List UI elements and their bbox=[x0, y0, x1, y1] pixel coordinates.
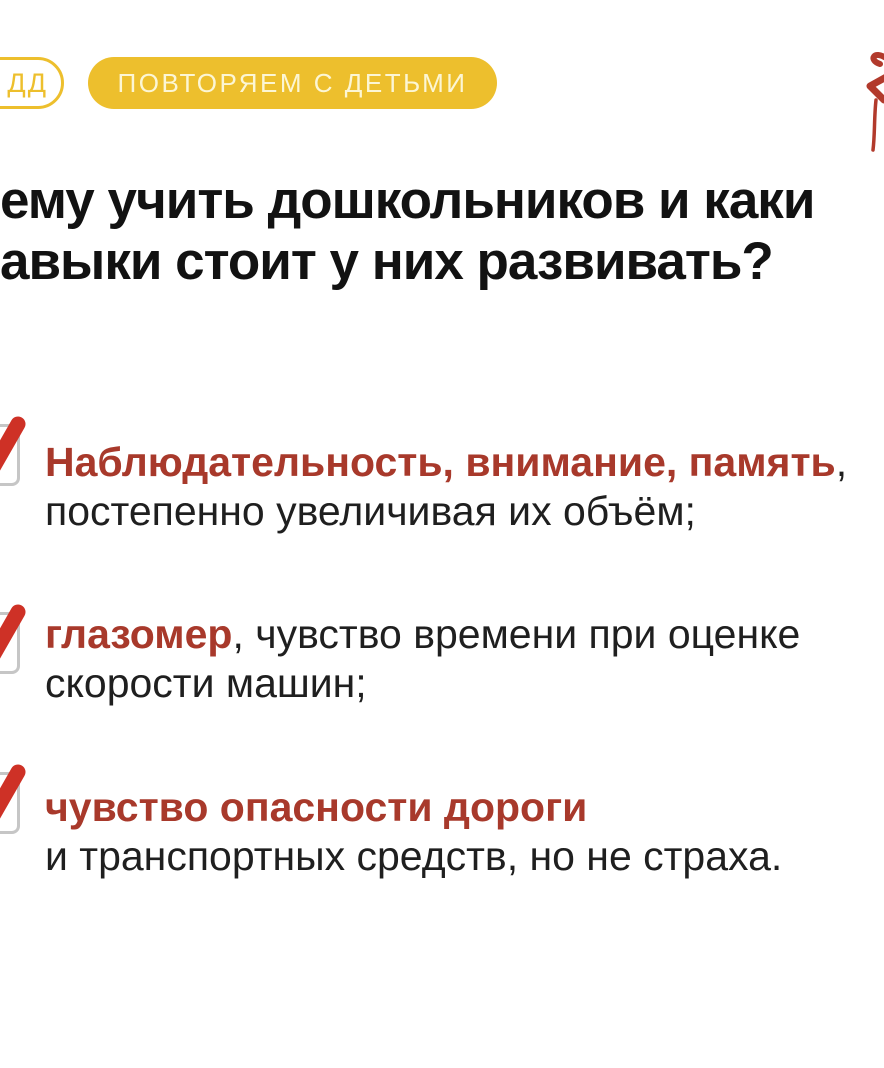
list-item-after-highlight: , чувство времени при оценке bbox=[232, 611, 801, 657]
page-title-line2: авыки стоит у них развивать? bbox=[0, 232, 773, 291]
list-item-highlight: чувство опасности дороги bbox=[45, 784, 588, 830]
badge-pdd-label: ДД bbox=[7, 67, 48, 98]
list-item-highlight: глазомер bbox=[45, 611, 233, 657]
page-title bbox=[0, 170, 884, 292]
list-item bbox=[45, 610, 875, 708]
list-item-line2: и транспортных средств, но не страха. bbox=[45, 833, 783, 879]
list-item-line2: скорости машин; bbox=[45, 660, 367, 706]
list-item-highlight: Наблюдательность, внимание, память bbox=[45, 439, 836, 485]
list-item-line2: постепенно увеличивая их объём; bbox=[45, 488, 696, 534]
badge-repeat-with-children bbox=[88, 57, 497, 109]
page-title-line1: ему учить дошкольников и каки bbox=[0, 171, 815, 230]
list-item-line1 bbox=[45, 438, 875, 487]
list-item-after-highlight: , bbox=[835, 439, 848, 485]
list-item bbox=[45, 438, 875, 536]
list-item-line1 bbox=[45, 783, 875, 832]
list-item bbox=[45, 783, 875, 881]
badge-pdd-partial bbox=[0, 57, 64, 109]
red-check-icon bbox=[0, 600, 28, 686]
badge-repeat-label: ПОВТОРЯЕМ С ДЕТЬМИ bbox=[117, 67, 468, 98]
red-check-icon bbox=[0, 412, 28, 498]
red-check-icon bbox=[0, 760, 28, 846]
list-item-line1 bbox=[45, 610, 875, 659]
red-scribble-icon bbox=[858, 50, 884, 155]
